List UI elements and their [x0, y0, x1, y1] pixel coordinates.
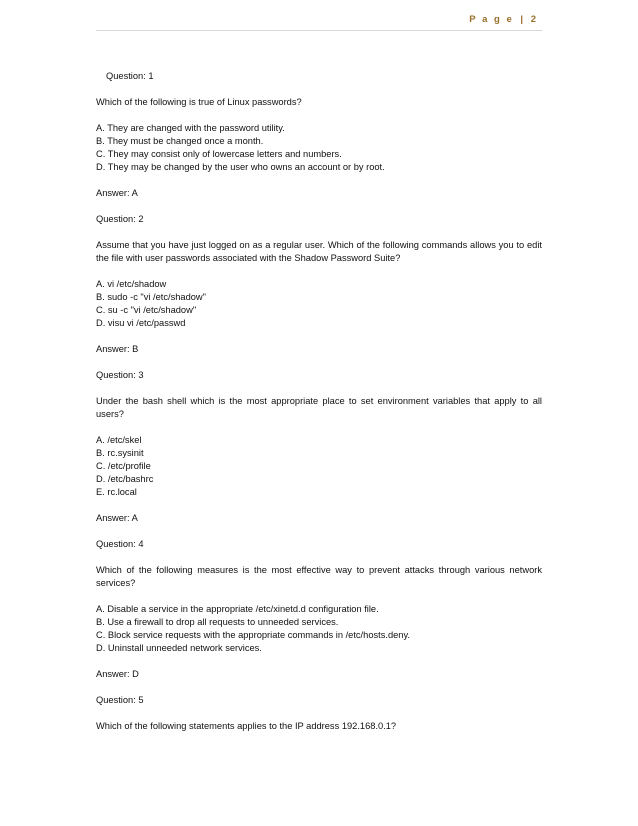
option-c: C. Block service requests with the appropriate commands in /etc/hosts.deny. — [96, 630, 411, 640]
page-header — [96, 14, 542, 30]
question-text: Assume that you have just logged on as a regular user. Which of the following commands allows you to edit the file with user passwords associated with the Shadow Password Suite? — [96, 240, 542, 263]
question-label: Question: 2 — [96, 214, 144, 224]
option-a: A. vi /etc/shadow — [96, 279, 167, 289]
question-text: Which of the following is true of Linux passwords? — [96, 97, 302, 107]
answer: Answer: A — [96, 513, 138, 523]
answer: Answer: B — [96, 344, 139, 354]
page-label: P a g e — [469, 14, 514, 25]
answer-options — [96, 278, 542, 330]
option-d: D. They may be changed by the user who owns an account or by root. — [96, 162, 385, 172]
answer-options — [96, 434, 542, 499]
option-b: B. Use a firewall to drop all requests to unneeded services. — [96, 617, 339, 627]
document-body — [96, 70, 542, 746]
question-block-5 — [96, 694, 542, 733]
option-b: B. rc.sysinit — [96, 448, 144, 458]
question-block-3 — [96, 369, 542, 525]
question-block-2 — [96, 213, 542, 356]
question-label: Question: 5 — [96, 695, 144, 705]
header-rule — [96, 30, 542, 31]
question-block-1 — [96, 70, 542, 200]
option-d: D. Uninstall unneeded network services. — [96, 643, 262, 653]
option-d: D. /etc/bashrc — [96, 474, 154, 484]
answer: Answer: D — [96, 669, 139, 679]
option-b: B. They must be changed once a month. — [96, 136, 264, 146]
question-label: Question: 4 — [96, 539, 144, 549]
question-block-4 — [96, 538, 542, 681]
option-c: C. They may consist only of lowercase letters and numbers. — [96, 149, 342, 159]
question-text: Under the bash shell which is the most appropriate place to set environment variables that apply to all users? — [96, 396, 542, 419]
answer-options — [96, 603, 542, 655]
page-separator: | — [520, 14, 525, 25]
question-text: Which of the following measures is the most effective way to prevent attacks through various network services? — [96, 565, 542, 588]
option-d: D. visu vi /etc/passwd — [96, 318, 186, 328]
page-number-value: 2 — [530, 14, 538, 25]
question-label: Question: 3 — [96, 370, 144, 380]
question-text: Which of the following statements applies to the IP address 192.168.0.1? — [96, 721, 397, 731]
option-b: B. sudo -c "vi /etc/shadow" — [96, 292, 206, 302]
answer-options — [96, 122, 542, 174]
answer: Answer: A — [96, 188, 138, 198]
option-a: A. Disable a service in the appropriate /etc/xinetd.d configuration file. — [96, 604, 379, 614]
option-a: A. /etc/skel — [96, 435, 142, 445]
question-label: Question: 1 — [106, 71, 154, 81]
page-number — [469, 14, 538, 25]
option-e: E. rc.local — [96, 487, 137, 497]
option-c: C. su -c "vi /etc/shadow" — [96, 305, 197, 315]
option-c: C. /etc/profile — [96, 461, 151, 471]
option-a: A. They are changed with the password utility. — [96, 123, 285, 133]
